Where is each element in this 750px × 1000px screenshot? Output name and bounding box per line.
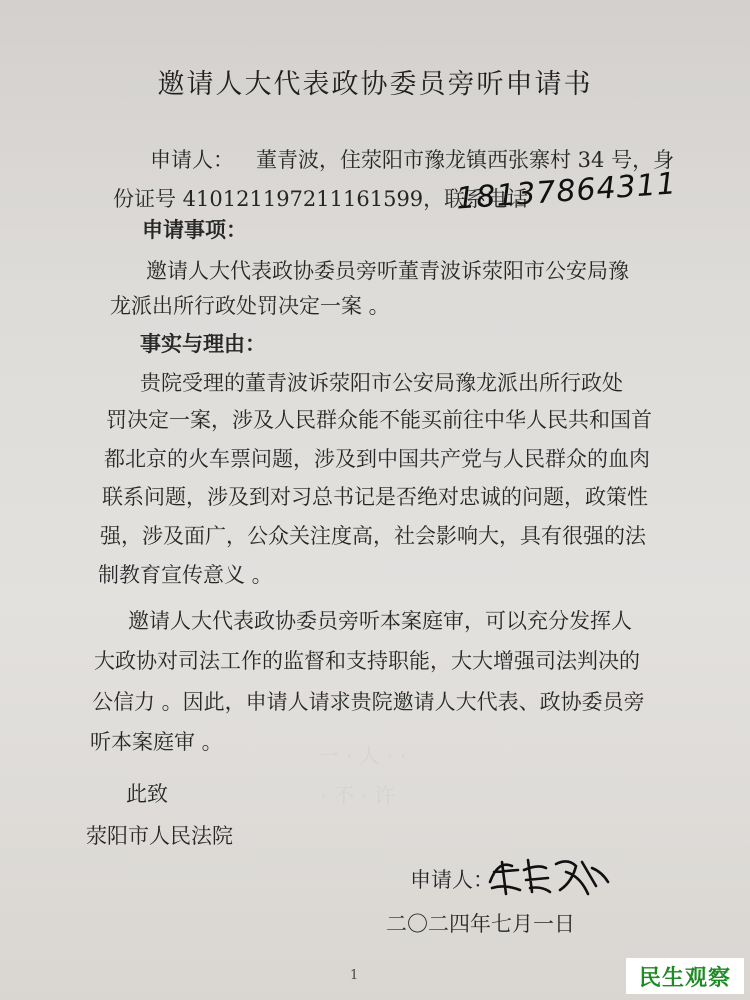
reason-line-2: 大政协对司法工作的监督和支持职能，大大增强司法判决的 <box>94 649 640 673</box>
facts-line-3: 都北京的火车票问题，涉及到中国共产党与人民群众的血肉 <box>104 447 650 471</box>
request-line-1: 邀请人大代表政协委员旁听董青波诉荥阳市公安局豫 <box>146 259 629 283</box>
applicant-line-1 <box>150 144 674 174</box>
facts-line-5: 强，涉及面广，公众关注度高，社会影响大，具有很强的法 <box>100 524 646 548</box>
bleed-through-text: · 不 · 许 <box>320 784 396 808</box>
document-date: 二〇二四年七月一日 <box>386 912 575 936</box>
facts-line-2: 罚决定一案，涉及人民群众能不能买前往中华人民共和国首 <box>106 408 652 432</box>
applicant-id: 份证号 410121197211161599，联系电话 <box>113 187 529 211</box>
signature-label: 申请人： <box>410 868 494 892</box>
facts-line-4: 联系问题，涉及到对习总书记是否绝对忠诚的问题，政策性 <box>102 485 648 509</box>
section-heading-request: 申请事项： <box>142 217 247 242</box>
recipient-court: 荥阳市人民法院 <box>86 824 233 848</box>
facts-line-6: 制教育宣传意义 。 <box>98 563 273 587</box>
handwritten-phone: 18137864311 <box>455 166 678 217</box>
document-title: 邀请人大代表政协委员旁听申请书 <box>157 69 593 100</box>
handwritten-signature-icon <box>484 842 614 902</box>
reason-line-3: 公信力 。因此，申请人请求贵院邀请人大代表、政协委员旁 <box>92 690 645 714</box>
bleed-through-text: 一 · 人 · · <box>318 744 407 768</box>
facts-line-1: 贵院受理的董青波诉荥阳市公安局豫龙派出所行政处 <box>140 371 623 395</box>
reason-line-4: 听本案庭审 。 <box>90 730 223 754</box>
watermark-logo: 民生观察 <box>626 958 744 994</box>
applicant-label: 申请人： <box>150 148 234 172</box>
applicant-details: 董青波，住荥阳市豫龙镇西张寨村 34 号，身 <box>256 148 675 172</box>
reason-line-1: 邀请人大代表政协委员旁听本案庭审，可以充分发挥人 <box>128 609 632 633</box>
closing-salutation: 此致 <box>126 782 168 806</box>
section-heading-facts: 事实与理由： <box>140 331 266 356</box>
page-number: 1 <box>350 968 359 983</box>
request-line-2: 龙派出所行政处罚决定一案 。 <box>110 294 390 318</box>
